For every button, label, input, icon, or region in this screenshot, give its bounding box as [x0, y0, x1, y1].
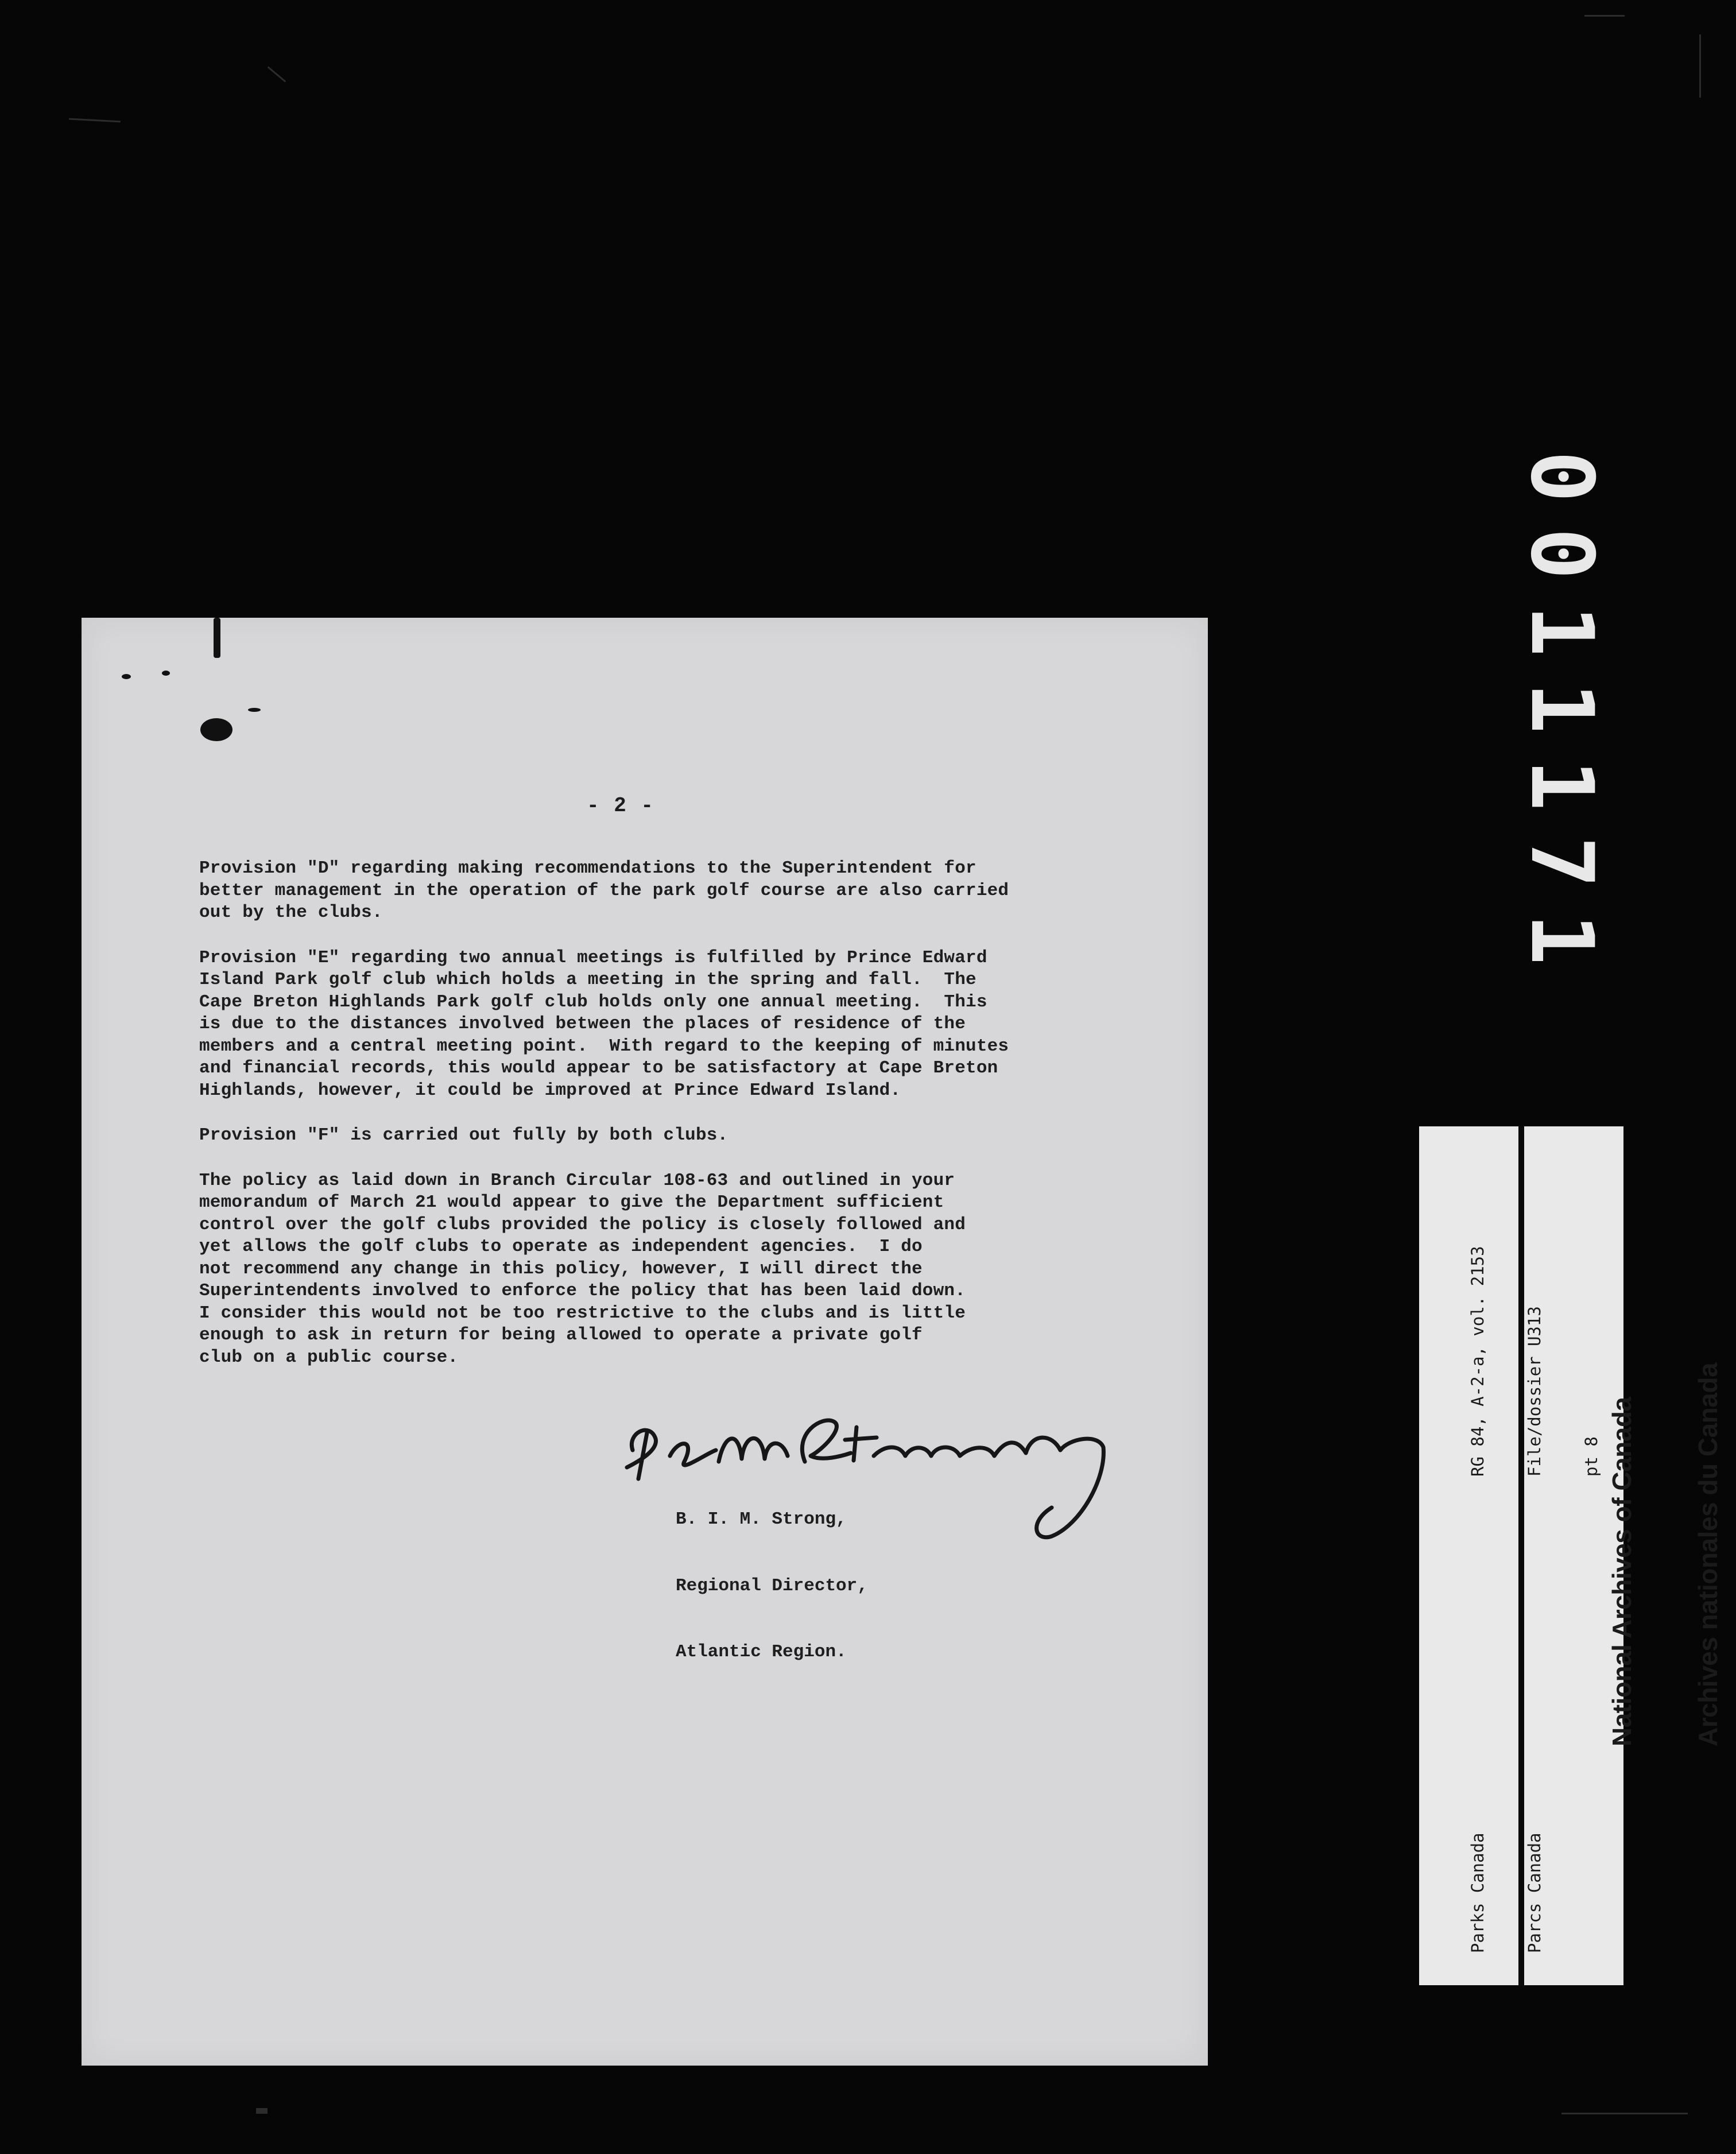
frame-number: [1493, 425, 1630, 999]
paragraph-provision-d: Provision "D" regarding making recommendations to the Superintendent for better management in the operation of the park golf course are also carried out by the clubs.: [199, 858, 1009, 923]
paragraph-provision-f: Provision "F" is carried out fully by both clubs.: [199, 1125, 728, 1145]
archive-label: [1419, 1126, 1723, 1985]
paragraph-provision-e: Provision "E" regarding two annual meetings is fulfilled by Prince Edward Island Park golf club which holds a meeting in the spring and fall. The Cape Breton Highlands Park golf club holds only one annual meeting. This is due to the distances involved between the places of residence of the members and a central meeting point. With regard to the keeping of minutes and financial records, this would appear to be satisfactory at Cape Breton Highlands, however, it could be improved at Prince Edward Island.: [199, 947, 1009, 1101]
film-scratch: [1561, 2113, 1688, 2114]
archive-name-en: National Archives of Canada: [1607, 1397, 1637, 1746]
agency-fr: Parcs Canada: [1525, 1833, 1544, 1953]
letter-body: [199, 858, 1129, 1392]
frame-digits: 0011171: [1512, 451, 1611, 991]
ink-blot: [200, 718, 232, 741]
archive-name: [1550, 1363, 1736, 1746]
paragraph-policy: The policy as laid down in Branch Circular 108-63 and outlined in your memorandum of March 21 would appear to give the Department sufficient control over the golf clubs provided the policy is closely followed and yet allows the golf clubs to operate as independent agencies. I do not recommend any change in this policy, however, I will direct the Superintendents involved to enforce the policy that has been laid down. I consider this would not be too restrictive to the clubs and is little enough to ask in return for being allowed to operate a private golf club on a public course.: [199, 1170, 966, 1367]
ink-blot: [122, 674, 131, 679]
signatory-title: Regional Director,: [676, 1575, 868, 1596]
film-scratch: [268, 66, 286, 82]
document-page: [82, 618, 1208, 2066]
reference-line-3: pt 8: [1582, 1436, 1601, 1477]
archive-name-fr: Archives nationales du Canada: [1693, 1362, 1723, 1746]
signature-block: [676, 1465, 868, 1708]
page-number: - 2 -: [587, 794, 655, 818]
ink-blot: [214, 618, 220, 658]
film-scratch: [1584, 15, 1625, 17]
agency-name: [1431, 1833, 1582, 1953]
film-scratch: [1699, 34, 1701, 98]
agency-en: Parks Canada: [1468, 1833, 1487, 1953]
ink-blot: [248, 708, 261, 712]
signatory-region: Atlantic Region.: [676, 1642, 847, 1662]
film-scratch: [69, 118, 121, 123]
ink-blot: [162, 671, 170, 676]
reference-line-1: RG 84, A-2-a, vol. 2153: [1468, 1246, 1487, 1477]
film-scratch: [256, 2108, 268, 2114]
reference-line-2: File/dossier U313: [1525, 1306, 1544, 1477]
signatory-name: B. I. M. Strong,: [676, 1509, 847, 1529]
